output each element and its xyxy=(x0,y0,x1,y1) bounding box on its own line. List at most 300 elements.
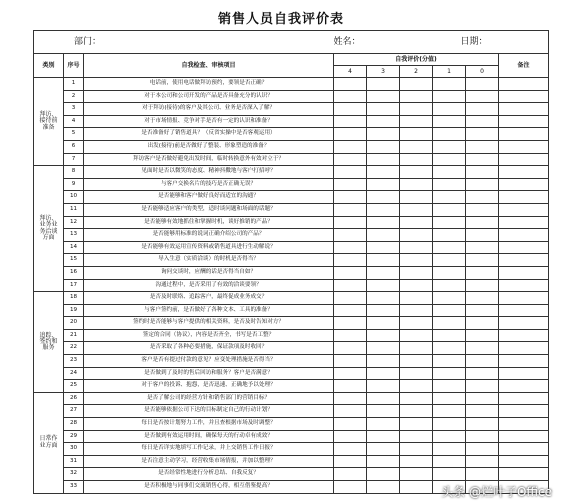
item-text: 是否准备好了销售道具？（反省实操中是否客观运用） xyxy=(84,128,334,141)
item-text: 见面时是否以微笑的态度、精神抖擞地与客户打招呼？ xyxy=(84,166,334,179)
score-cell[interactable] xyxy=(400,128,433,141)
score-cell[interactable] xyxy=(400,203,433,216)
score-cell[interactable] xyxy=(466,304,499,317)
score-cell[interactable] xyxy=(367,153,400,166)
score-cell[interactable] xyxy=(400,317,433,330)
table-row xyxy=(34,166,549,179)
score-cell[interactable] xyxy=(466,78,499,91)
score-cell[interactable] xyxy=(400,468,433,481)
remark-cell[interactable] xyxy=(499,90,549,103)
score-cell[interactable] xyxy=(433,418,466,431)
table-row xyxy=(34,355,549,368)
score-cell[interactable] xyxy=(466,128,499,141)
score-cell[interactable] xyxy=(400,418,433,431)
score-cell[interactable] xyxy=(334,342,367,355)
score-cell[interactable] xyxy=(367,443,400,456)
row-number: 12 xyxy=(64,216,84,229)
table-row xyxy=(34,241,549,254)
score-cell[interactable] xyxy=(466,166,499,179)
score-cell[interactable] xyxy=(400,430,433,443)
score-cell[interactable] xyxy=(466,153,499,166)
remark-cell[interactable] xyxy=(499,468,549,481)
row-number: 1 xyxy=(64,78,84,91)
score-col-header: 2 xyxy=(400,66,433,78)
remark-cell[interactable] xyxy=(499,140,549,153)
score-cell[interactable] xyxy=(466,455,499,468)
score-cell[interactable] xyxy=(433,203,466,216)
remark-cell[interactable] xyxy=(499,329,549,342)
row-number: 18 xyxy=(64,292,84,305)
score-cell[interactable] xyxy=(433,392,466,405)
remark-cell[interactable] xyxy=(499,380,549,393)
remark-cell[interactable] xyxy=(499,455,549,468)
score-cell[interactable] xyxy=(400,481,433,494)
score-cell[interactable] xyxy=(367,103,400,116)
score-cell[interactable] xyxy=(367,380,400,393)
row-number: 4 xyxy=(64,115,84,128)
table-row xyxy=(34,103,549,116)
score-cell[interactable] xyxy=(433,191,466,204)
table-row xyxy=(34,90,549,103)
score-cell[interactable] xyxy=(334,166,367,179)
score-cell[interactable] xyxy=(367,292,400,305)
name-label: 姓名： xyxy=(334,31,433,54)
item-text: 与客户交换名片的技巧是否正确无误？ xyxy=(84,178,334,191)
score-cell[interactable] xyxy=(400,292,433,305)
remark-cell[interactable] xyxy=(499,418,549,431)
score-cell[interactable] xyxy=(433,455,466,468)
score-cell[interactable] xyxy=(466,317,499,330)
row-number: 8 xyxy=(64,166,84,179)
score-cell[interactable] xyxy=(433,380,466,393)
score-cell[interactable] xyxy=(400,216,433,229)
score-cell[interactable] xyxy=(400,90,433,103)
table-row xyxy=(34,304,549,317)
table-row xyxy=(34,128,549,141)
table-row xyxy=(34,292,549,305)
score-cell[interactable] xyxy=(367,115,400,128)
evaluation-table xyxy=(33,30,549,494)
table-row xyxy=(34,468,549,481)
score-cell[interactable] xyxy=(433,166,466,179)
score-cell[interactable] xyxy=(334,405,367,418)
row-number: 19 xyxy=(64,304,84,317)
table-row xyxy=(34,140,549,153)
score-cell[interactable] xyxy=(400,241,433,254)
remark-cell[interactable] xyxy=(499,241,549,254)
score-cell[interactable] xyxy=(367,342,400,355)
score-cell[interactable] xyxy=(334,329,367,342)
score-cell[interactable] xyxy=(433,367,466,380)
score-cell[interactable] xyxy=(400,443,433,456)
score-cell[interactable] xyxy=(367,128,400,141)
score-cell[interactable] xyxy=(334,266,367,279)
item-text: 是否能够适应客户的类型，适时谈问题和场面的话题？ xyxy=(84,203,334,216)
score-cell[interactable] xyxy=(334,380,367,393)
score-col-header: 0 xyxy=(466,66,499,78)
score-cell[interactable] xyxy=(466,355,499,368)
remark-cell[interactable] xyxy=(499,166,549,179)
row-number: 26 xyxy=(64,392,84,405)
score-cell[interactable] xyxy=(433,103,466,116)
score-cell[interactable] xyxy=(466,392,499,405)
score-cell[interactable] xyxy=(400,355,433,368)
score-cell[interactable] xyxy=(400,115,433,128)
item-text: 签定的合同（协议），内容是否齐全，书写是否工整？ xyxy=(84,329,334,342)
score-cell[interactable] xyxy=(433,254,466,267)
score-cell[interactable] xyxy=(367,418,400,431)
remark-cell[interactable] xyxy=(499,342,549,355)
score-cell[interactable] xyxy=(400,254,433,267)
table-row xyxy=(34,443,549,456)
score-cell[interactable] xyxy=(334,254,367,267)
score-cell[interactable] xyxy=(367,254,400,267)
remark-cell[interactable] xyxy=(499,216,549,229)
score-cell[interactable] xyxy=(334,317,367,330)
score-cell[interactable] xyxy=(433,266,466,279)
score-cell[interactable] xyxy=(334,481,367,494)
score-cell[interactable] xyxy=(433,279,466,292)
score-cell[interactable] xyxy=(466,380,499,393)
remark-cell[interactable] xyxy=(499,115,549,128)
row-number: 31 xyxy=(64,455,84,468)
remark-cell[interactable] xyxy=(499,153,549,166)
score-cell[interactable] xyxy=(466,430,499,443)
score-cell[interactable] xyxy=(433,304,466,317)
header-item: 自我检查、审核项目 xyxy=(84,54,334,78)
score-cell[interactable] xyxy=(466,241,499,254)
item-text: 对于客户的投诉、抱怨，是否迅速、正确地予以处理？ xyxy=(84,380,334,393)
table-row xyxy=(34,455,549,468)
score-cell[interactable] xyxy=(433,140,466,153)
score-cell[interactable] xyxy=(367,216,400,229)
score-cell[interactable] xyxy=(400,392,433,405)
item-text: 是否能够依据公司下达的目标制定自己的行动计划？ xyxy=(84,405,334,418)
header-row-1 xyxy=(34,54,549,66)
remark-cell[interactable] xyxy=(499,317,549,330)
score-cell[interactable] xyxy=(400,178,433,191)
score-cell[interactable] xyxy=(367,405,400,418)
score-cell[interactable] xyxy=(433,153,466,166)
score-cell[interactable] xyxy=(367,481,400,494)
dept-label: 部门： xyxy=(34,31,334,54)
table-row xyxy=(34,266,549,279)
remark-cell[interactable] xyxy=(499,430,549,443)
score-cell[interactable] xyxy=(367,317,400,330)
row-number: 3 xyxy=(64,103,84,116)
score-cell[interactable] xyxy=(367,78,400,91)
score-col-header: 4 xyxy=(334,66,367,78)
score-cell[interactable] xyxy=(367,430,400,443)
score-cell[interactable] xyxy=(433,241,466,254)
item-text: 导入生意（实质洽谈）的时机是否得当？ xyxy=(84,254,334,267)
item-text: 每日是否详实地填写工作记录，并上交销售工作日报？ xyxy=(84,443,334,456)
score-cell[interactable] xyxy=(466,367,499,380)
score-cell[interactable] xyxy=(400,455,433,468)
table-row xyxy=(34,254,549,267)
score-cell[interactable] xyxy=(367,304,400,317)
score-cell[interactable] xyxy=(367,191,400,204)
score-cell[interactable] xyxy=(334,443,367,456)
row-number: 22 xyxy=(64,342,84,355)
item-text: 询问交谈时，应酬的话是否得当自如？ xyxy=(84,266,334,279)
category-label: 拜访、接待前准备 xyxy=(34,78,64,166)
score-cell[interactable] xyxy=(367,178,400,191)
score-cell[interactable] xyxy=(433,90,466,103)
table-row xyxy=(34,418,549,431)
score-cell[interactable] xyxy=(433,468,466,481)
row-number: 11 xyxy=(64,203,84,216)
score-cell[interactable] xyxy=(334,191,367,204)
table-row xyxy=(34,191,549,204)
score-cell[interactable] xyxy=(400,229,433,242)
score-cell[interactable] xyxy=(466,443,499,456)
score-cell[interactable] xyxy=(367,203,400,216)
remark-cell[interactable] xyxy=(499,203,549,216)
row-number: 30 xyxy=(64,443,84,456)
score-cell[interactable] xyxy=(400,367,433,380)
info-row xyxy=(34,31,549,54)
score-cell[interactable] xyxy=(433,405,466,418)
score-cell[interactable] xyxy=(466,140,499,153)
row-number: 15 xyxy=(64,254,84,267)
remark-cell[interactable] xyxy=(499,128,549,141)
score-cell[interactable] xyxy=(433,443,466,456)
table-row xyxy=(34,229,549,242)
header-score: 自我评价(分值) xyxy=(334,54,499,66)
remark-cell[interactable] xyxy=(499,266,549,279)
page-title: 销售人员自我评价表 xyxy=(217,12,344,27)
score-cell[interactable] xyxy=(334,216,367,229)
score-cell[interactable] xyxy=(466,229,499,242)
row-number: 10 xyxy=(64,191,84,204)
score-cell[interactable] xyxy=(367,140,400,153)
score-cell[interactable] xyxy=(400,78,433,91)
score-cell[interactable] xyxy=(433,292,466,305)
remark-cell[interactable] xyxy=(499,254,549,267)
remark-cell[interactable] xyxy=(499,443,549,456)
row-number: 6 xyxy=(64,140,84,153)
score-cell[interactable] xyxy=(466,216,499,229)
score-cell[interactable] xyxy=(367,241,400,254)
item-text: 是否做到了及时的售后回访和服务？客户是否满意？ xyxy=(84,367,334,380)
score-cell[interactable] xyxy=(433,317,466,330)
watermark: 头条 @烂叶子Office xyxy=(441,485,552,499)
score-cell[interactable] xyxy=(433,329,466,342)
remark-cell[interactable] xyxy=(499,367,549,380)
item-text: 对于本公司和公司开发的产品是否具备充分的认识？ xyxy=(84,90,334,103)
score-cell[interactable] xyxy=(367,355,400,368)
score-cell[interactable] xyxy=(466,279,499,292)
table-row xyxy=(34,367,549,380)
score-cell[interactable] xyxy=(466,254,499,267)
score-cell[interactable] xyxy=(400,140,433,153)
score-cell[interactable] xyxy=(433,78,466,91)
row-number: 13 xyxy=(64,229,84,242)
score-cell[interactable] xyxy=(334,203,367,216)
row-number: 24 xyxy=(64,367,84,380)
item-text: 是否能够有效地抓住和掌握时机，谈好推销的产品？ xyxy=(84,216,334,229)
table-row xyxy=(34,405,549,418)
table-row xyxy=(34,317,549,330)
row-number: 16 xyxy=(64,266,84,279)
row-number: 14 xyxy=(64,241,84,254)
score-cell[interactable] xyxy=(400,304,433,317)
item-text: 客户是否有提过付款的意见？应变处理措施是否得当？ xyxy=(84,355,334,368)
score-cell[interactable] xyxy=(334,115,367,128)
score-cell[interactable] xyxy=(466,405,499,418)
remark-cell[interactable] xyxy=(499,292,549,305)
score-cell[interactable] xyxy=(400,103,433,116)
score-col-header: 1 xyxy=(433,66,466,78)
item-text: 是否能够和客户做好良好而适宜的沟通？ xyxy=(84,191,334,204)
score-cell[interactable] xyxy=(433,216,466,229)
score-cell[interactable] xyxy=(466,468,499,481)
remark-cell[interactable] xyxy=(499,78,549,91)
row-number: 32 xyxy=(64,468,84,481)
header-category: 类别 xyxy=(34,54,64,78)
score-cell[interactable] xyxy=(466,90,499,103)
remark-cell[interactable] xyxy=(499,191,549,204)
category-label: 追踪、签约和服务 xyxy=(34,292,64,393)
table-row xyxy=(34,380,549,393)
score-cell[interactable] xyxy=(433,355,466,368)
score-cell[interactable] xyxy=(334,140,367,153)
row-number: 9 xyxy=(64,178,84,191)
item-text: 对于拜访(接待)的客户及其公司、业务是否深入了解？ xyxy=(84,103,334,116)
table-row xyxy=(34,216,549,229)
score-cell[interactable] xyxy=(334,418,367,431)
item-text: 电话前，使用电话做拜访预约，要领是否正确？ xyxy=(84,78,334,91)
score-cell[interactable] xyxy=(400,405,433,418)
score-cell[interactable] xyxy=(367,367,400,380)
row-number: 17 xyxy=(64,279,84,292)
table-row xyxy=(34,178,549,191)
category-label: 拜访、业务业务洽谈方面 xyxy=(34,166,64,292)
score-cell[interactable] xyxy=(466,178,499,191)
score-cell[interactable] xyxy=(367,279,400,292)
item-text: 是否了解公司的经营方针和销售部门的营销目标？ xyxy=(84,392,334,405)
score-cell[interactable] xyxy=(334,229,367,242)
score-cell[interactable] xyxy=(334,455,367,468)
item-text: 是否做到有效运用时间，确保每天的行动卓有成效？ xyxy=(84,430,334,443)
remark-cell[interactable] xyxy=(499,279,549,292)
score-cell[interactable] xyxy=(466,292,499,305)
score-cell[interactable] xyxy=(433,229,466,242)
score-cell[interactable] xyxy=(466,203,499,216)
score-cell[interactable] xyxy=(367,266,400,279)
date-label: 日期： xyxy=(433,31,549,54)
item-text: 拜访客户是否做好避免出发时间，临时转换意外有效对立于？ xyxy=(84,153,334,166)
score-cell[interactable] xyxy=(400,153,433,166)
score-cell[interactable] xyxy=(367,455,400,468)
score-cell[interactable] xyxy=(367,392,400,405)
table-row xyxy=(34,279,549,292)
score-cell[interactable] xyxy=(334,367,367,380)
score-cell[interactable] xyxy=(334,128,367,141)
score-cell[interactable] xyxy=(400,191,433,204)
table-row xyxy=(34,342,549,355)
score-cell[interactable] xyxy=(466,342,499,355)
score-cell[interactable] xyxy=(334,292,367,305)
score-cell[interactable] xyxy=(466,103,499,116)
table-row xyxy=(34,329,549,342)
score-cell[interactable] xyxy=(466,418,499,431)
score-cell[interactable] xyxy=(334,304,367,317)
score-cell[interactable] xyxy=(466,191,499,204)
item-text: 是否及时联络、追踪客户，最终促成业务成交？ xyxy=(84,292,334,305)
table-row xyxy=(34,78,549,91)
score-cell[interactable] xyxy=(466,329,499,342)
score-cell[interactable] xyxy=(433,342,466,355)
score-cell[interactable] xyxy=(433,178,466,191)
score-cell[interactable] xyxy=(433,115,466,128)
item-text: 是否采取了各种必要措施，保证款项及时收回？ xyxy=(84,342,334,355)
score-cell[interactable] xyxy=(334,153,367,166)
table-row xyxy=(34,392,549,405)
score-cell[interactable] xyxy=(334,355,367,368)
remark-cell[interactable] xyxy=(499,103,549,116)
score-cell[interactable] xyxy=(334,178,367,191)
table-row xyxy=(34,430,549,443)
score-cell[interactable] xyxy=(367,229,400,242)
header-remark: 备注 xyxy=(499,54,549,78)
item-text: 与客户签约前，是否做好了各种文本、工具的准备？ xyxy=(84,304,334,317)
row-number: 23 xyxy=(64,355,84,368)
score-cell[interactable] xyxy=(400,329,433,342)
item-text: 签约时是否能够与客户提供的相关资料，是否及时告知对方？ xyxy=(84,317,334,330)
score-cell[interactable] xyxy=(367,468,400,481)
score-cell[interactable] xyxy=(334,392,367,405)
item-text: 是否积极地与同事们交流销售心得，相互借鉴提高？ xyxy=(84,481,334,494)
remark-cell[interactable] xyxy=(499,304,549,317)
remark-cell[interactable] xyxy=(499,392,549,405)
table-row xyxy=(34,115,549,128)
score-cell[interactable] xyxy=(433,128,466,141)
remark-cell[interactable] xyxy=(499,178,549,191)
row-number: 5 xyxy=(64,128,84,141)
item-text: 是否注意主动学习，经营收集市场情报，并加以整理？ xyxy=(84,455,334,468)
score-cell[interactable] xyxy=(466,266,499,279)
score-cell[interactable] xyxy=(400,266,433,279)
table-row xyxy=(34,203,549,216)
remark-cell[interactable] xyxy=(499,405,549,418)
row-number: 33 xyxy=(64,481,84,494)
score-cell[interactable] xyxy=(334,78,367,91)
score-cell[interactable] xyxy=(400,380,433,393)
score-cell[interactable] xyxy=(367,329,400,342)
score-cell[interactable] xyxy=(367,90,400,103)
score-cell[interactable] xyxy=(334,468,367,481)
score-cell[interactable] xyxy=(334,103,367,116)
table-row xyxy=(34,153,549,166)
score-cell[interactable] xyxy=(400,342,433,355)
score-cell[interactable] xyxy=(334,430,367,443)
score-cell[interactable] xyxy=(334,90,367,103)
score-cell[interactable] xyxy=(466,115,499,128)
score-cell[interactable] xyxy=(334,241,367,254)
score-cell[interactable] xyxy=(400,279,433,292)
score-cell[interactable] xyxy=(334,279,367,292)
item-text: 是否经常性地进行分析总结、自我反复？ xyxy=(84,468,334,481)
score-cell[interactable] xyxy=(433,430,466,443)
score-cell[interactable] xyxy=(367,166,400,179)
score-cell[interactable] xyxy=(400,166,433,179)
row-number: 28 xyxy=(64,418,84,431)
remark-cell[interactable] xyxy=(499,355,549,368)
item-text: 出发(接待)前是否做好了整装、形象塑造的准备？ xyxy=(84,140,334,153)
remark-cell[interactable] xyxy=(499,229,549,242)
